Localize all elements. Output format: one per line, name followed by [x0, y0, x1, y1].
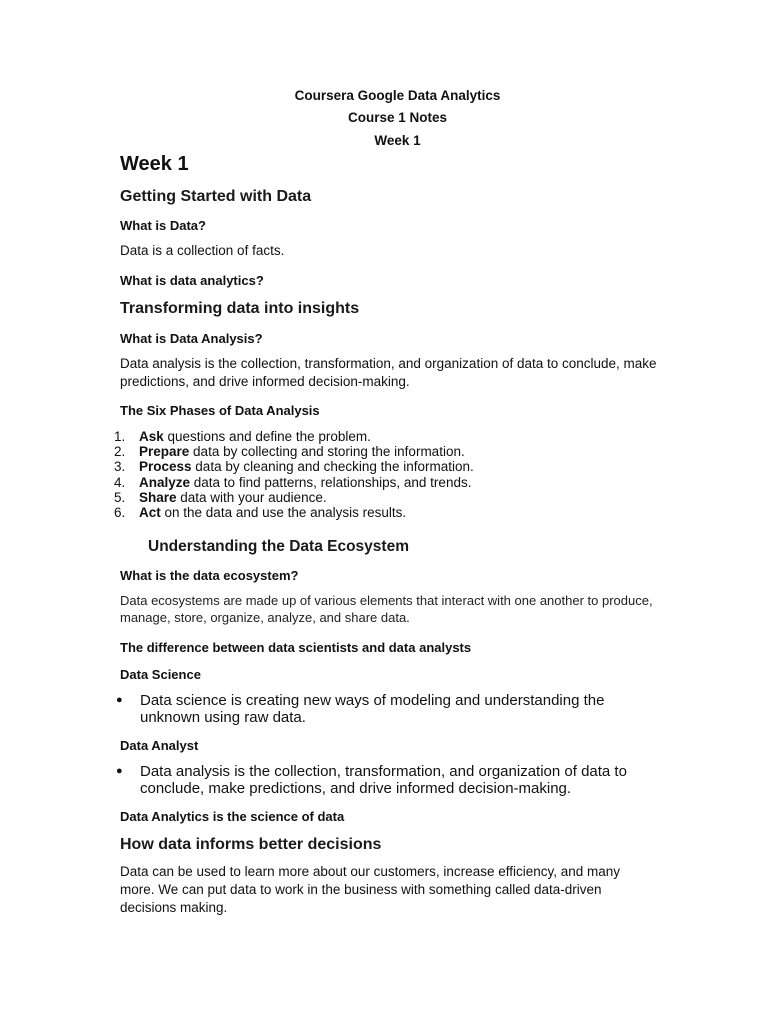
week-heading: Week 1 — [120, 153, 189, 175]
heading-better-decisions: How data informs better decisions — [120, 836, 382, 853]
list-item: 4. Analyze data to find patterns, relationships, and trends. — [114, 474, 472, 490]
answer-what-is-analysis: Data analysis is the collection, transformation, and organization of data to conclude, make predictions, and drive informed decision-making. — [120, 356, 657, 389]
question-ecosystem: What is the data ecosystem? — [120, 568, 299, 583]
heading-transforming: Transforming data into insights — [120, 300, 360, 317]
heading-analytics-science: Data Analytics is the science of data — [120, 809, 345, 824]
answer-ecosystem: Data ecosystems are made up of various elements that interact with one another to produce, manage, store, organize, analyze, and share data. — [120, 593, 653, 625]
document-title: Coursera Google Data Analytics — [294, 88, 501, 103]
bullet-icon: ● — [116, 765, 123, 777]
list-item: 3. Process data by cleaning and checking the information. — [114, 459, 474, 475]
document-week-label: Week 1 — [374, 133, 421, 148]
list-item: 2. Prepare data by collecting and storing the information. — [114, 444, 465, 460]
answer-what-is-data: Data is a collection of facts. — [120, 243, 285, 258]
phases-list — [114, 429, 474, 520]
bullet-data-science: ● Data science is creating new ways of modeling and understanding the unknown using raw data. — [116, 692, 605, 726]
bullet-data-analyst: ● Data analysis is the collection, transformation, and organization of data to conclude, make predictions, and drive informed decision-making. — [116, 763, 627, 797]
question-what-is-analysis: What is Data Analysis? — [120, 331, 263, 346]
list-item: 5. Share data with your audience. — [114, 489, 327, 505]
heading-ecosystem: Understanding the Data Ecosystem — [148, 538, 409, 555]
list-item: 1. Ask questions and define the problem. — [114, 429, 371, 444]
bullet-icon: ● — [116, 694, 123, 706]
label-data-science: Data Science — [120, 667, 201, 682]
heading-getting-started: Getting Started with Data — [120, 188, 312, 205]
question-what-is-analytics: What is data analytics? — [120, 273, 264, 288]
heading-six-phases: The Six Phases of Data Analysis — [120, 403, 320, 418]
heading-difference: The difference between data scientists and data analysts — [120, 640, 472, 655]
document-subtitle: Course 1 Notes — [347, 110, 448, 125]
list-item: 6. Act on the data and use the analysis results. — [114, 504, 407, 520]
question-what-is-data: What is Data? — [120, 218, 206, 233]
label-data-analyst: Data Analyst — [120, 738, 199, 753]
text-better-decisions: Data can be used to learn more about our customers, increase efficiency, and many more. We can put data to work in the business with something called data-driven decisions making. — [120, 864, 621, 915]
